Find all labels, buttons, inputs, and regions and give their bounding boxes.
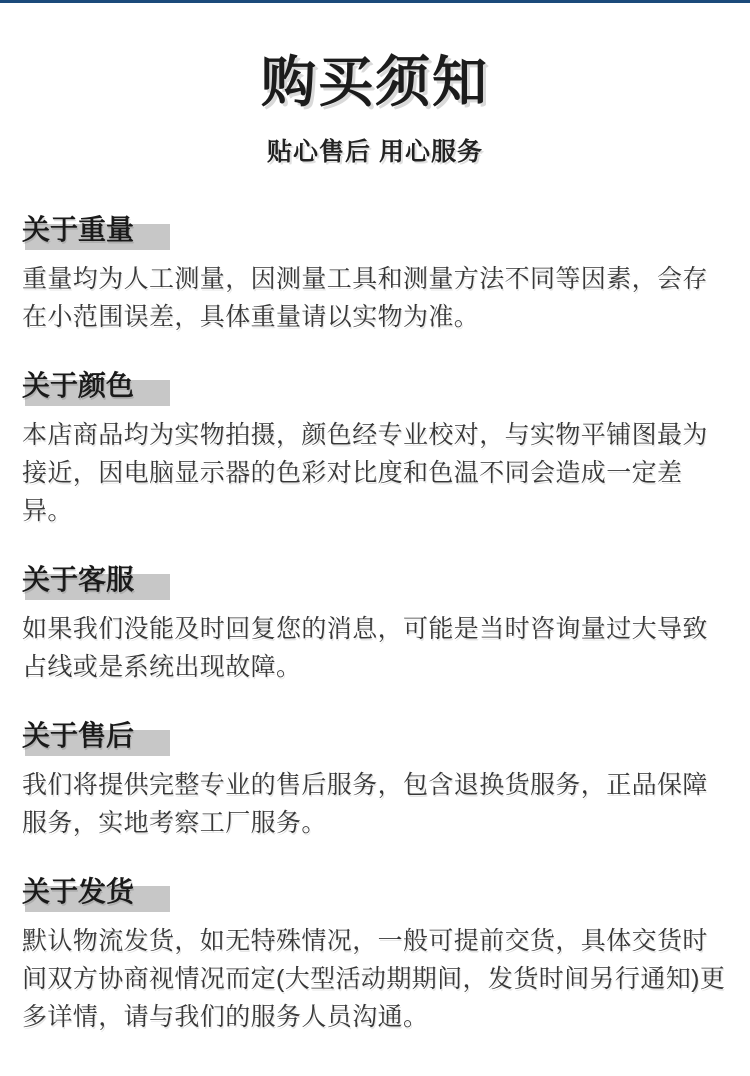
section-about-color bbox=[22, 370, 730, 530]
page-title: 购买须知 bbox=[260, 51, 489, 113]
section-heading bbox=[22, 370, 730, 404]
section-body: 默认物流发货，如无特殊情况，一般可提前交货，具体交货时间双方协商视情况而定(大型活动期期间，发货时间另行通知)更多详情，请与我们的服务人员沟通。 bbox=[22, 927, 726, 1031]
section-heading bbox=[22, 720, 730, 754]
section-about-shipping bbox=[22, 876, 730, 1036]
section-heading-text: 关于发货 bbox=[22, 876, 134, 910]
section-body: 我们将提供完整专业的售后服务，包含退换货服务，正品保障服务，实地考察工厂服务。 bbox=[22, 771, 708, 837]
section-heading-text: 关于重量 bbox=[22, 214, 134, 248]
section-heading bbox=[22, 214, 730, 248]
section-heading-text: 关于颜色 bbox=[22, 370, 134, 404]
section-about-weight bbox=[22, 214, 730, 336]
section-about-customer-service bbox=[22, 564, 730, 686]
section-heading-text: 关于售后 bbox=[22, 720, 134, 754]
section-body: 重量均为人工测量，因测量工具和测量方法不同等因素，会存在小范围误差，具体重量请以实物为准。 bbox=[22, 265, 708, 331]
notice-header bbox=[0, 3, 750, 166]
section-heading-text: 关于客服 bbox=[22, 564, 134, 598]
page-subtitle: 贴心售后 用心服务 bbox=[267, 138, 483, 166]
section-about-after-sales bbox=[22, 720, 730, 842]
section-heading bbox=[22, 564, 730, 598]
section-body: 如果我们没能及时回复您的消息，可能是当时咨询量过大导致占线或是系统出现故障。 bbox=[22, 615, 708, 681]
section-heading bbox=[22, 876, 730, 910]
notice-content bbox=[0, 214, 750, 1076]
section-body: 本店商品均为实物拍摄，颜色经专业校对，与实物平铺图最为接近，因电脑显示器的色彩对比度和色温不同会造成一定差异。 bbox=[22, 421, 708, 525]
